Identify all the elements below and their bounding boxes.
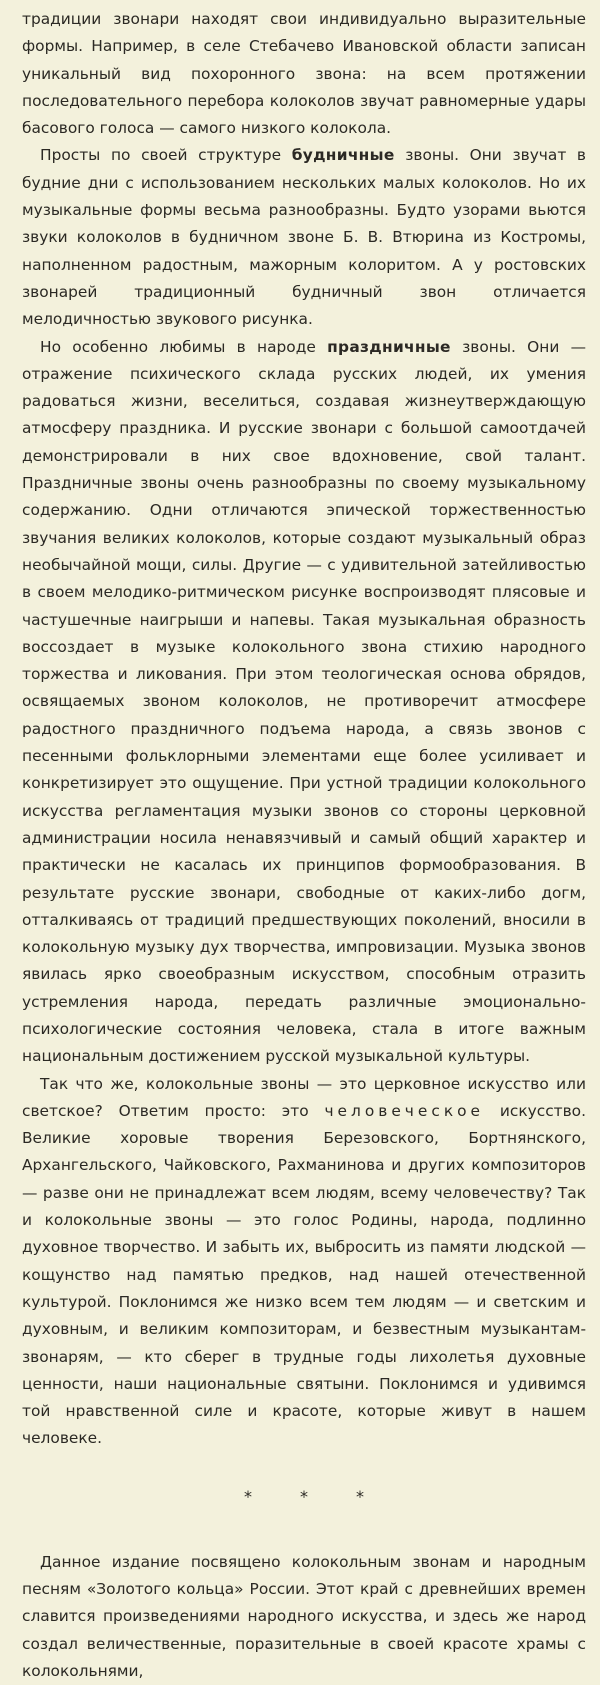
paragraph-text: Так что же, колокольные звоны — это церковное искусство или светское? Ответим просто: это [22,1074,586,1120]
spaced-term-human: человеческое [324,1101,485,1120]
paragraph-text: звоны. Они — отражение психического склада русских людей, их умения радоваться жизни, веселиться, создавая жизнеутверждающую атмосферу праздника. И русские звонари с большой самоотдачей демонстрировали в них свое вдохновение, свой талант. Праздничные звоны очень разнообразны по своему музыкальному содержанию. Одни отличаются эпической торжественностью звучания великих колоколов, которые создают музыкальный образ необычайной мощи, силы. Другие — с удивительной затейливостью в своем мелодико-ритмическом рисунке воспроизводят плясовые и частушечные наигрыши и напевы. Такая музыкальная образность воссоздает в музыке колокольного звона стихию народного торжества и ликования. При этом теологическая основа обрядов, освящаемых звоном колоколов, не противоречит атмосфере радостного праздничного подъема народа, а связь звонов с песенными фольклорными элементами еще более усиливает и конкретизирует это ощущение. При устной традиции колокольного искусства регламентация музыки звонов со стороны церковной администрации носила ненавязчивый и самый общий характер и практически не касалась их принципов формообразования. В результате русские звонари, свободные от каких-либо догм, отталкиваясь от традиций предшествующих поколений, вносили в колокольную музыку дух творчества, импровизации. Музыка звонов явилась ярко своеобразным искусством, способным отразить устремления народа, передать различные эмоционально-психологические состояния человека, стала в итоге важным национальным достижением русской музыкальной культуры. [22,337,586,1066]
bold-term-weekday: будничные [291,146,395,165]
paragraph-church-or-secular [22,1071,586,1453]
paragraph-festive-chimes [22,334,586,1071]
bold-term-festive: праздничные [327,337,451,356]
paragraph-edition-intro: Данное издание посвящено колокольным звонам и народным песням «Золотого кольца» России. Этот край с древнейших времен славится произведениями народного искусства, и здесь же народ создал величественные, поразительные в своей красоте храмы с колокольнями, [22,1552,586,1680]
section-divider-asterisks [22,1486,586,1506]
paragraph-text: звоны. Они звучат в будние дни с использованием нескольких малых колоколов. Но их музыкальные формы весьма разнообразны. Будто узорами вьются звуки колоколов в будничном звоне Б. В. Втюрина из Костромы, наполненном радостным, мажорным колоритом. А у ростовских звонарей традиционный будничный звон отличается мелодичностью звукового рисунка. [22,146,586,329]
asterisk-1: * [244,1486,252,1506]
paragraph-text: Просты по своей структуре [40,146,292,165]
paragraph-funeral-chime: традиции звонари находят свои индивидуально выразительные формы. Например, в селе Стебачево Ивановской области записан уникальный вид похоронного звона: на всем протяжении последовательного перебора колоколов звучат равномерные удары басового голоса — самого низкого колокола. [22,10,586,138]
asterisk-3: * [356,1486,364,1506]
paragraph-weekday-chimes [22,142,586,333]
paragraph-text: искусство. Великие хоровые творения Березовского, Бортнянского, Архангельского, Чайковского, Рахманинова и других композиторов — разве они не принадлежат всем людям, всему человечеству? Так и колокольные звоны — это голос Родины, народа, подлинно духовное творчество. И забыть их, выбросить из памяти людской — кощунство над памятью предков, над нашей отечественной культурой. Поклонимся же низко всем тем людям — и светским и духовным, и великим композиторам, и безвестным музыкантам-звонарям, — кто сберег в трудные годы лихолетья духовные ценности, наши национальные святыни. Поклонимся и удивимся той нравственной силе и красоте, которые живут в нашем человеке. [22,1101,586,1448]
asterisk-2: * [300,1486,308,1506]
paragraph-text: Но особенно любимы в народе [40,337,328,356]
